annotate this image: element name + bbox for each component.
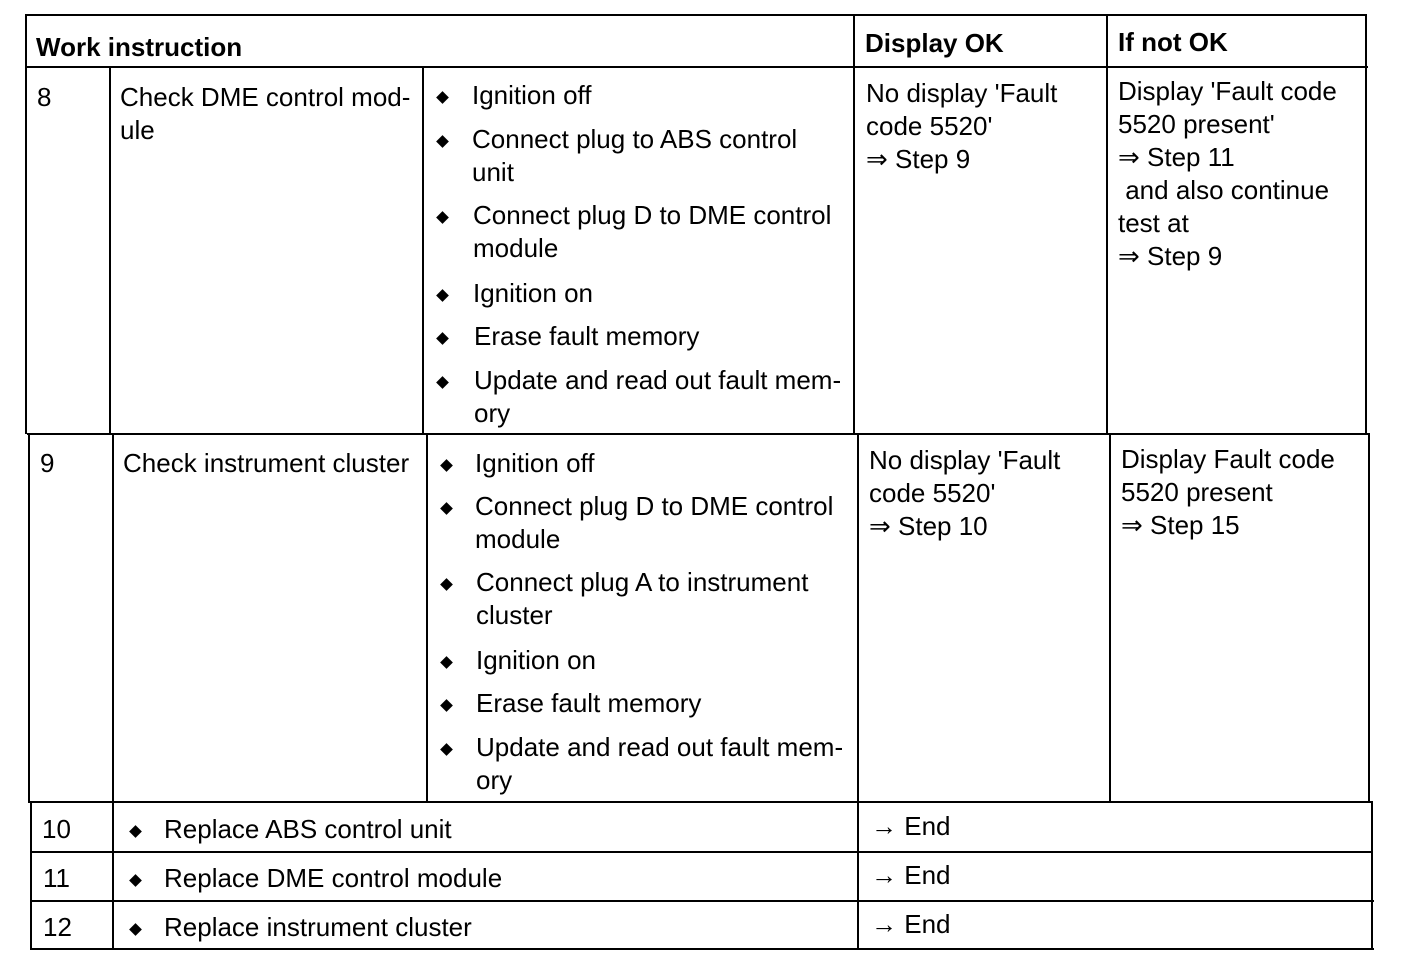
- result-line: No display 'Fault: [866, 78, 1058, 108]
- work-step: Connect plug D to DME control: [473, 200, 832, 230]
- result-line: No display 'Fault: [869, 445, 1061, 475]
- result-line: Display Fault code: [1121, 444, 1335, 474]
- bullet-diamond-icon: [436, 332, 449, 345]
- bullet-diamond-icon: [436, 289, 449, 302]
- end-result: → End: [871, 860, 951, 890]
- bullet-diamond-icon: [436, 376, 449, 389]
- work-step-continued: cluster: [476, 600, 553, 630]
- display-ok-result: [866, 77, 1057, 176]
- step-number: 10: [42, 814, 71, 844]
- work-step-continued: module: [475, 524, 561, 554]
- rule-ok-col: [857, 433, 859, 950]
- bullet-diamond-icon: [440, 656, 453, 669]
- header-display-ok: Display OK: [865, 28, 1004, 58]
- rule-header-bottom: [25, 66, 1368, 68]
- result-line: ⇒ Step 9: [1118, 241, 1223, 271]
- step-number: 12: [43, 912, 72, 942]
- step-number: 9: [40, 448, 55, 478]
- end-result: → End: [871, 811, 951, 841]
- bullet-diamond-icon: [129, 874, 142, 887]
- bullet-diamond-icon: [436, 135, 449, 148]
- work-step-continued: ory: [474, 398, 511, 428]
- rule-row10-bottom: [30, 851, 1373, 853]
- bullet-diamond-icon: [440, 578, 453, 591]
- bullet-diamond-icon: [436, 91, 449, 104]
- bullet-diamond-icon: [129, 825, 142, 838]
- rule-top: [25, 14, 1367, 16]
- rule-step-col: [109, 66, 111, 434]
- if-not-ok-result: [1121, 443, 1335, 542]
- work-step: Replace ABS control unit: [164, 814, 452, 844]
- step-number: 11: [43, 863, 70, 893]
- result-line: ⇒ Step 11: [1118, 142, 1235, 172]
- rule-bottom: [31, 948, 1374, 950]
- work-step: Erase fault memory: [474, 321, 700, 351]
- work-step: Ignition on: [476, 645, 596, 675]
- rule-row11-bottom: [31, 900, 1374, 902]
- rule-title-col: [422, 66, 424, 434]
- end-result: → End: [871, 909, 951, 939]
- header-work-instruction: Work instruction: [36, 32, 243, 62]
- bullet-diamond-icon: [440, 459, 453, 472]
- if-not-ok-result: [1118, 75, 1337, 273]
- work-step-continued: unit: [472, 157, 514, 187]
- result-line: test at: [1118, 208, 1189, 238]
- step-title-line: Check instrument cluster: [123, 448, 410, 478]
- result-line: and also continue: [1118, 175, 1330, 205]
- bullet-diamond-icon: [440, 743, 453, 756]
- result-line: code 5520': [869, 478, 996, 508]
- work-step: Ignition on: [473, 278, 593, 308]
- header-if-not-ok: If not OK: [1118, 27, 1228, 57]
- result-line: 5520 present': [1118, 109, 1275, 139]
- work-step: Replace DME control module: [164, 863, 503, 893]
- result-line: ⇒ Step 9: [866, 144, 971, 174]
- result-line: ⇒ Step 10: [869, 511, 988, 541]
- rule-notok-col: [1106, 14, 1108, 434]
- step-title: [123, 447, 409, 480]
- work-step: Ignition off: [472, 80, 592, 110]
- step-title: [120, 81, 410, 147]
- work-step: Update and read out fault mem-: [476, 732, 844, 762]
- result-line: code 5520': [866, 111, 993, 141]
- work-step-continued: ory: [476, 765, 513, 795]
- work-step: Connect plug to ABS control: [472, 124, 798, 154]
- rule-left-edge: [25, 14, 27, 434]
- step-number: 8: [37, 82, 52, 112]
- work-step: Update and read out fault mem-: [474, 365, 842, 395]
- rule-left-edge: [28, 433, 30, 803]
- work-step-continued: module: [473, 233, 559, 263]
- result-line: ⇒ Step 15: [1121, 510, 1240, 540]
- step-title-line: Check DME control mod-: [120, 82, 411, 112]
- rule-left-edge: [30, 801, 32, 950]
- work-step: Connect plug A to instrument: [476, 567, 809, 597]
- rule-right-edge: [1368, 433, 1370, 803]
- result-line: 5520 present: [1121, 477, 1273, 507]
- display-ok-result: [869, 444, 1060, 543]
- work-step: Ignition off: [475, 448, 595, 478]
- rule-right-edge: [1371, 801, 1373, 950]
- bullet-diamond-icon: [440, 699, 453, 712]
- rule-step-col: [112, 433, 114, 950]
- work-step: Connect plug D to DME control: [475, 491, 834, 521]
- rule-ok-col: [853, 14, 855, 434]
- rule-row8-bottom: [27, 433, 1370, 435]
- bullet-diamond-icon: [129, 923, 142, 936]
- work-step: Replace instrument cluster: [164, 912, 472, 942]
- rule-row9-bottom: [30, 801, 1372, 803]
- rule-title-col: [426, 433, 428, 803]
- result-line: Display 'Fault code: [1118, 76, 1337, 106]
- rule-notok-col: [1109, 433, 1111, 803]
- bullet-diamond-icon: [436, 211, 449, 224]
- bullet-diamond-icon: [440, 502, 453, 515]
- rule-right-edge: [1365, 14, 1367, 434]
- work-step: Erase fault memory: [476, 688, 702, 718]
- step-title-line: ule: [120, 115, 155, 145]
